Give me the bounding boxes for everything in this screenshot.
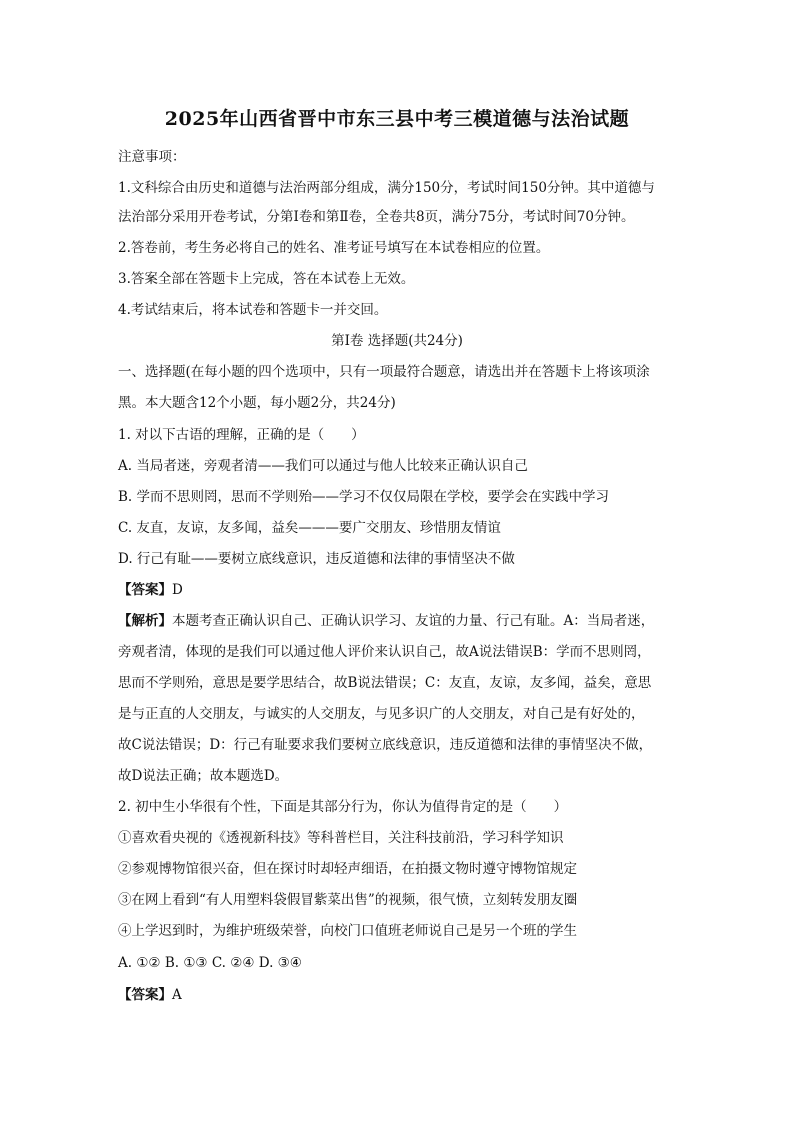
question-1-analysis-line: 思而不学则殆，意思是要学思结合，故B说法错误；C：友直，友谅，友多闻，益矣，意思 [118, 675, 652, 691]
page-title: 2025年山西省晋中市东三县中考三模道德与法治试题 [164, 108, 630, 130]
question-2-item: ③在网上看到“有人用塑料袋假冒紫菜出售”的视频，很气愤，立刻转发朋友圈 [118, 892, 578, 908]
answer-label: 【答案】 [118, 987, 172, 1003]
question-1-option-c: C. 友直，友谅，友多闻，益矣———要广交朋友、珍惜朋友情谊 [118, 520, 501, 536]
part-intro-line: 一、选择题(在每小题的四个选项中，只有一项最符合题意，请选出并在答题卡上将该项涂 [118, 364, 650, 380]
answer-value: D [172, 582, 183, 598]
question-2-stem: 2. 初中生小华很有个性，下面是其部分行为，你认为值得肯定的是（ ） [118, 799, 568, 815]
question-1-stem: 1. 对以下古语的理解，正确的是（ ） [118, 427, 365, 443]
notice-heading: 注意事项： [118, 149, 186, 165]
notice-line: 3.答案全部在答题卡上完成，答在本试卷上无效。 [118, 271, 415, 287]
notice-line: 法治部分采用开卷考试，分第Ⅰ卷和第Ⅱ卷，全卷共8页，满分75分，考试时间70分钟。 [118, 209, 635, 225]
section-title: 第Ⅰ卷 选择题(共24分) [331, 333, 463, 349]
part-intro-line: 黑。本大题含12个小题，每小题2分，共24分) [118, 395, 396, 411]
notice-line: 1.文科综合由历史和道德与法治两部分组成，满分150分，考试时间150分钟。其中道德与 [118, 180, 655, 196]
answer-label: 【答案】 [118, 582, 172, 598]
question-2-item: ②参观博物馆很兴奋，但在探讨时却轻声细语，在拍摄文物时遵守博物馆规定 [118, 861, 577, 877]
question-2-options: A. ①② B. ①③ C. ②④ D. ③④ [118, 955, 302, 971]
question-1-analysis-line [118, 611, 688, 631]
question-2-item: ④上学迟到时，为维护班级荣誉，向校门口值班老师说自己是另一个班的学生 [118, 923, 577, 939]
analysis-text: 本题考查正确认识自己、正确认识学习、友谊的力量、行己有耻。A：当局者迷， [172, 613, 655, 629]
question-1-analysis-line: 是与正直的人交朋友，与诚实的人交朋友，与见多识广的人交朋友，对自己是有好处的， [118, 706, 645, 722]
notice-line: 4.考试结束后，将本试卷和答题卡一并交回。 [118, 302, 388, 318]
analysis-label: 【解析】 [118, 613, 172, 629]
notice-line: 2.答卷前，考生务必将自己的姓名、准考证号填写在本试卷相应的位置。 [118, 240, 550, 256]
question-1-analysis-line: 故D说法正确；故本题选D。 [118, 768, 289, 784]
question-1-option-d: D. 行己有耻——要树立底线意识，违反道德和法律的事情坚决不做 [118, 551, 515, 567]
question-1-analysis-line: 故C说法错误；D：行己有耻要求我们要树立底线意识，违反道德和法律的事情坚决不做， [118, 737, 653, 753]
question-2-answer [118, 985, 688, 1005]
question-1-answer [118, 580, 688, 600]
question-2-item: ①喜欢看央视的《透视新科技》等科普栏目，关注科技前沿，学习科学知识 [118, 830, 564, 846]
question-1-option-b: B. 学而不思则罔，思而不学则殆——学习不仅仅局限在学校，要学会在实践中学习 [118, 489, 610, 505]
question-1-option-a: A. 当局者迷，旁观者清——我们可以通过与他人比较来正确认识自己 [118, 458, 528, 474]
answer-value: A [172, 987, 182, 1003]
question-1-analysis-line: 旁观者清，体现的是我们可以通过他人评价来认识自己，故A说法错误B：学而不思则罔， [118, 644, 651, 660]
